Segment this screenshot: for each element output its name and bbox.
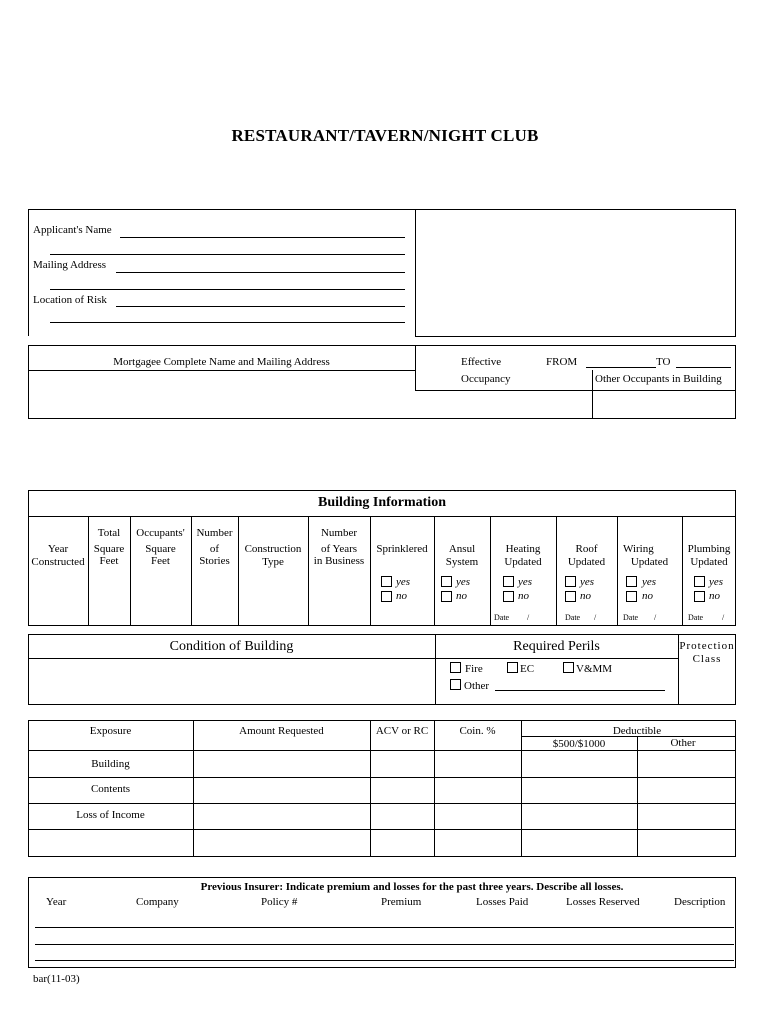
location-of-risk-field-2[interactable] — [50, 322, 405, 323]
insurer-col-description: Description — [674, 896, 726, 908]
mortgagee-label: Mortgagee Complete Name and Mailing Address — [113, 356, 330, 368]
to-date-field[interactable] — [676, 367, 731, 368]
insurer-col-losses-paid: Losses Paid — [476, 896, 529, 908]
plumbing-date-label: Date — [688, 613, 704, 622]
insurer-row-line[interactable] — [35, 927, 734, 928]
col-occupants-square-feet: Occupants' Square Feet — [136, 527, 185, 568]
deductible-500-header: $500/$1000 — [552, 738, 606, 750]
col-roof-updated: Roof Updated — [567, 543, 606, 568]
col-year-constructed: Year Constructed — [31, 543, 85, 568]
insurer-row-line[interactable] — [35, 960, 734, 961]
insurer-col-year: Year — [46, 896, 67, 908]
other-occupants-label: Other Occupants in Building — [595, 373, 722, 385]
applicant-name-label: Applicant's Name — [33, 224, 112, 236]
acv-rc-header: ACV or RC — [375, 725, 429, 737]
to-label: TO — [656, 356, 671, 368]
occupancy-label: Occupancy — [461, 373, 511, 385]
row-building-label: Building — [91, 758, 130, 770]
col-years-in-business: Number of Years in Business — [313, 527, 365, 568]
row-loss-of-income-label: Loss of Income — [76, 809, 145, 821]
effective-label: Effective — [461, 356, 502, 368]
insurer-col-premium: Premium — [381, 896, 422, 908]
mailing-address-field[interactable] — [116, 272, 405, 273]
exposure-header: Exposure — [89, 725, 132, 737]
page-title: RESTAURANT/TAVERN/NIGHT CLUB — [231, 126, 539, 145]
insurer-col-policy: Policy # — [261, 896, 298, 908]
from-date-field[interactable] — [586, 367, 656, 368]
location-of-risk-field[interactable] — [116, 306, 405, 307]
wiring-date-sep: / — [654, 613, 657, 622]
col-number-of-stories: Number of Stories — [196, 527, 233, 568]
col-heating-updated: Heating Updated — [504, 543, 542, 568]
coin-header: Coin. % — [459, 725, 496, 737]
insurer-col-company: Company — [136, 896, 179, 908]
col-total-square-feet: Total Square Feet — [93, 527, 125, 568]
col-wiring-updated: Wiring Updated — [623, 543, 669, 568]
heating-date-sep: / — [527, 613, 530, 622]
plumbing-date-sep: / — [722, 613, 725, 622]
heating-date-label: Date — [494, 613, 510, 622]
mailing-address-label: Mailing Address — [33, 259, 107, 271]
building-info-title: Building Information — [318, 495, 446, 510]
col-sprinklered: Sprinklered — [376, 543, 428, 555]
amount-requested-header: Amount Requested — [239, 725, 324, 737]
mailing-address-field-2[interactable] — [50, 289, 405, 290]
applicant-name-field-2[interactable] — [50, 254, 405, 255]
insurer-col-losses-reserved: Losses Reserved — [566, 896, 640, 908]
applicant-name-field[interactable] — [120, 237, 405, 238]
condition-title: Condition of Building — [169, 639, 294, 654]
col-plumbing-updated: Plumbing Updated — [687, 543, 731, 568]
wiring-date-label: Date — [623, 613, 639, 622]
deductible-other-header: Other — [670, 737, 696, 749]
col-construction-type: Construction Type — [244, 543, 302, 568]
insurer-row-line[interactable] — [35, 944, 734, 945]
deductible-header: Deductible — [612, 725, 662, 737]
row-contents-label: Contents — [90, 783, 131, 795]
protection-class-label: Protection Class — [679, 640, 735, 665]
roof-date-label: Date — [565, 613, 581, 622]
required-perils-title: Required Perils — [513, 639, 600, 654]
location-of-risk-label: Location of Risk — [33, 294, 107, 306]
roof-date-sep: / — [594, 613, 597, 622]
col-ansul-system: Ansul System — [445, 543, 479, 568]
form-number: bar(11-03) — [33, 973, 80, 985]
from-label: FROM — [546, 356, 578, 368]
previous-insurer-header: Previous Insurer: Indicate premium and losses for the past three years. Describe all losses. — [200, 881, 624, 893]
other-peril-field[interactable] — [495, 690, 665, 691]
